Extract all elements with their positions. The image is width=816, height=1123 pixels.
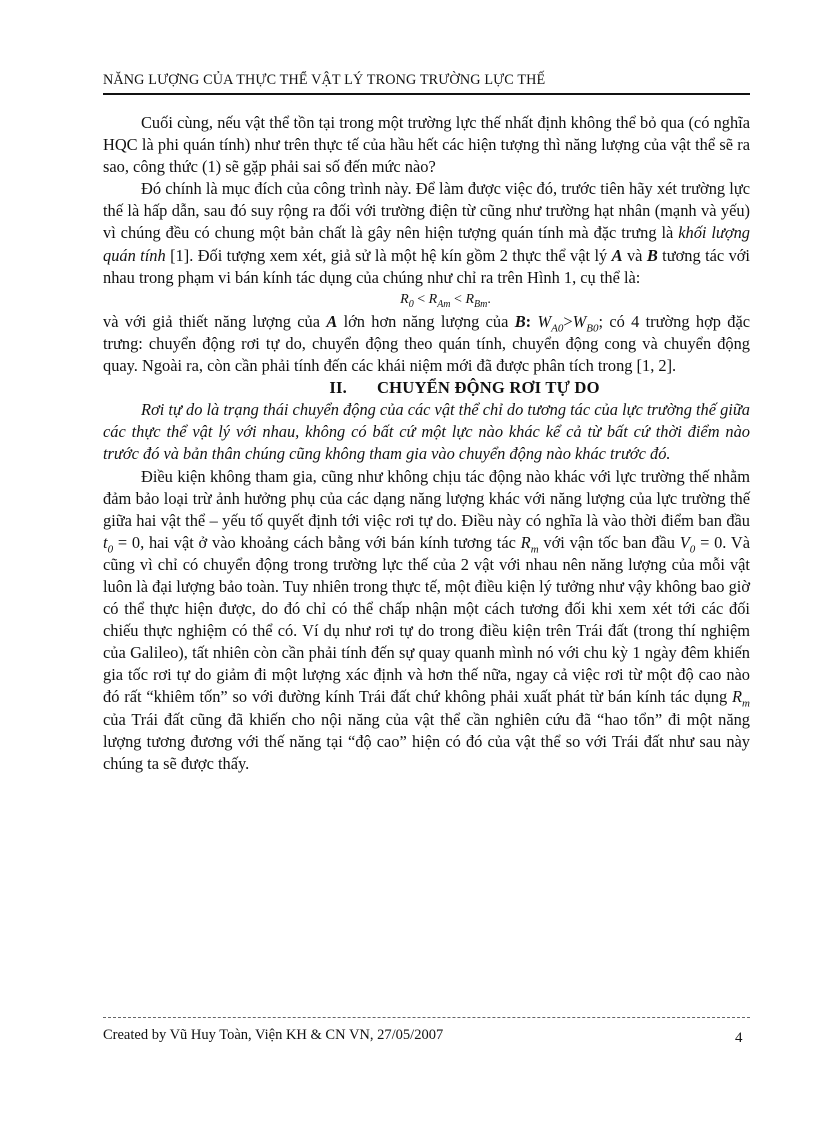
section-heading [103, 377, 750, 399]
paragraph-1: Cuối cùng, nếu vật thể tồn tại trong một trường lực thế nhất định không thể bỏ qua (có nghĩa HQC là phi quán tính) như trên thực tế của hầu hết các hiện tượng thì năng lượng của vật thể sẽ ra sao, công thức (1) sẽ gặp phải sai số đến mức nào? [103, 113, 750, 177]
paragraph-5: Điều kiện không tham gia, cũng như không chịu tác động nào khác với lực trường thế nhằm đảm bảo loại trừ ảnh hưởng phụ của các dạng năng lượng khác với năng lượng của lực trường thế giữa hai vật thể – yếu tố quyết định tới việc rơi tự do. Điều này có nghĩa là vào thời điểm ban đầu $t_0 = 0$, hai vật ở vào khoảng cách bằng với bán kính tương tác $R_m$ với vận tốc ban đầu $V_0 = 0$. Và cũng vì chỉ có chuyển động trong trường lực thế của 2 vật với nhau nên năng lượng của mỗi vật luôn là đại lượng bảo toàn. Tuy nhiên trong thực tế, một điều kiện lý tưởng như vậy không bao giờ có thể thực hiện được, do đó chỉ có thể chấp nhận một cách tương đối khi xem xét tới các đối chiếu thực nghiệm có thể có. Ví dụ như rơi tự do trong điều kiện trên Trái đất (trong thí nghiệm của Galileo), tất nhiên còn cần phải tính đến sự quay quanh mình nó với chu kỳ 1 ngày đêm khiến gia tốc rơi tự do giảm đi một lượng xác định và hơn thế nữa, ngay cả việc rơi từ một độ cao nào đó rất “khiêm tốn” so với đường kính Trái đất chứ không phải xuất phát từ bán kính tác dụng $R_m$ của Trái đất cũng đã khiến cho nội năng của vật thể cần nghiên cứu đã “hao tổn” đi một năng lượng tương đương với thế năng tại “độ cao” hiện có đó của vật thể so với Trái đất như sau này chúng ta sẽ được thấy. [103, 466, 750, 773]
inequality-formula: $R_0 < R_{Am} < R_{Bm}$. [400, 291, 491, 310]
term-inertial-mass: khối lượng quán tính [103, 223, 750, 265]
running-header: NĂNG LƯỢNG CỦA THỰC THỂ VẬT LÝ TRONG TRƯỜNG LỰC THẾ [103, 72, 546, 88]
section-title: CHUYỂN ĐỘNG RƠI TỰ DO [376, 378, 600, 398]
page-number: 4 [735, 1030, 743, 1046]
definition-paragraph: Rơi tự do là trạng thái chuyển động của các vật thể chỉ do tương tác của lực trường thế giữa các thực thể vật lý với nhau, không có bất cứ một lực nào khác kể cả từ bất cứ thời điểm nào trước đó và bản thân chúng cũng không tham gia vào chuyển động nào khác trước đó. [103, 400, 750, 464]
footer-credit: Created by Vũ Huy Toàn, Viện KH & CN VN, 27/05/2007 [103, 1027, 444, 1043]
paragraph-2: Đó chính là mục đích của công trình này. Để làm được việc đó, trước tiên hãy xét trường lực thế là hấp dẫn, sau đó suy rộng ra đối với trường điện từ cũng như trường hạt nhân (mạnh và yếu) vì chúng đều có chung một bản chất là gây nên hiện tượng quán tính mà đặc trưng là khối lượng quán tính [1]. Đối tượng xem xét, giả sử là một hệ kín gồm 2 thực thể vật lý A và B tương tác với nhau trong phạm vi bán kính tác dụng của chúng như chỉ ra trên Hình 1, cụ thể là: [103, 179, 750, 287]
paragraph-3: và với giả thiết năng lượng của A lớn hơn năng lượng của B: $W_{A0}>W_{B0}$; có 4 trường hợp đặc trưng: chuyển động rơi tự do, chuyển động theo quán tính, chuyển động cong và chuyển động quay. Ngoài ra, còn cần phải tính đến các khái niệm mới đã được phân tích trong [1, 2]. [103, 311, 751, 376]
footer-rule [103, 1017, 750, 1018]
section-number: II. [329, 378, 347, 398]
body-content [103, 112, 750, 775]
header-rule [103, 93, 750, 95]
